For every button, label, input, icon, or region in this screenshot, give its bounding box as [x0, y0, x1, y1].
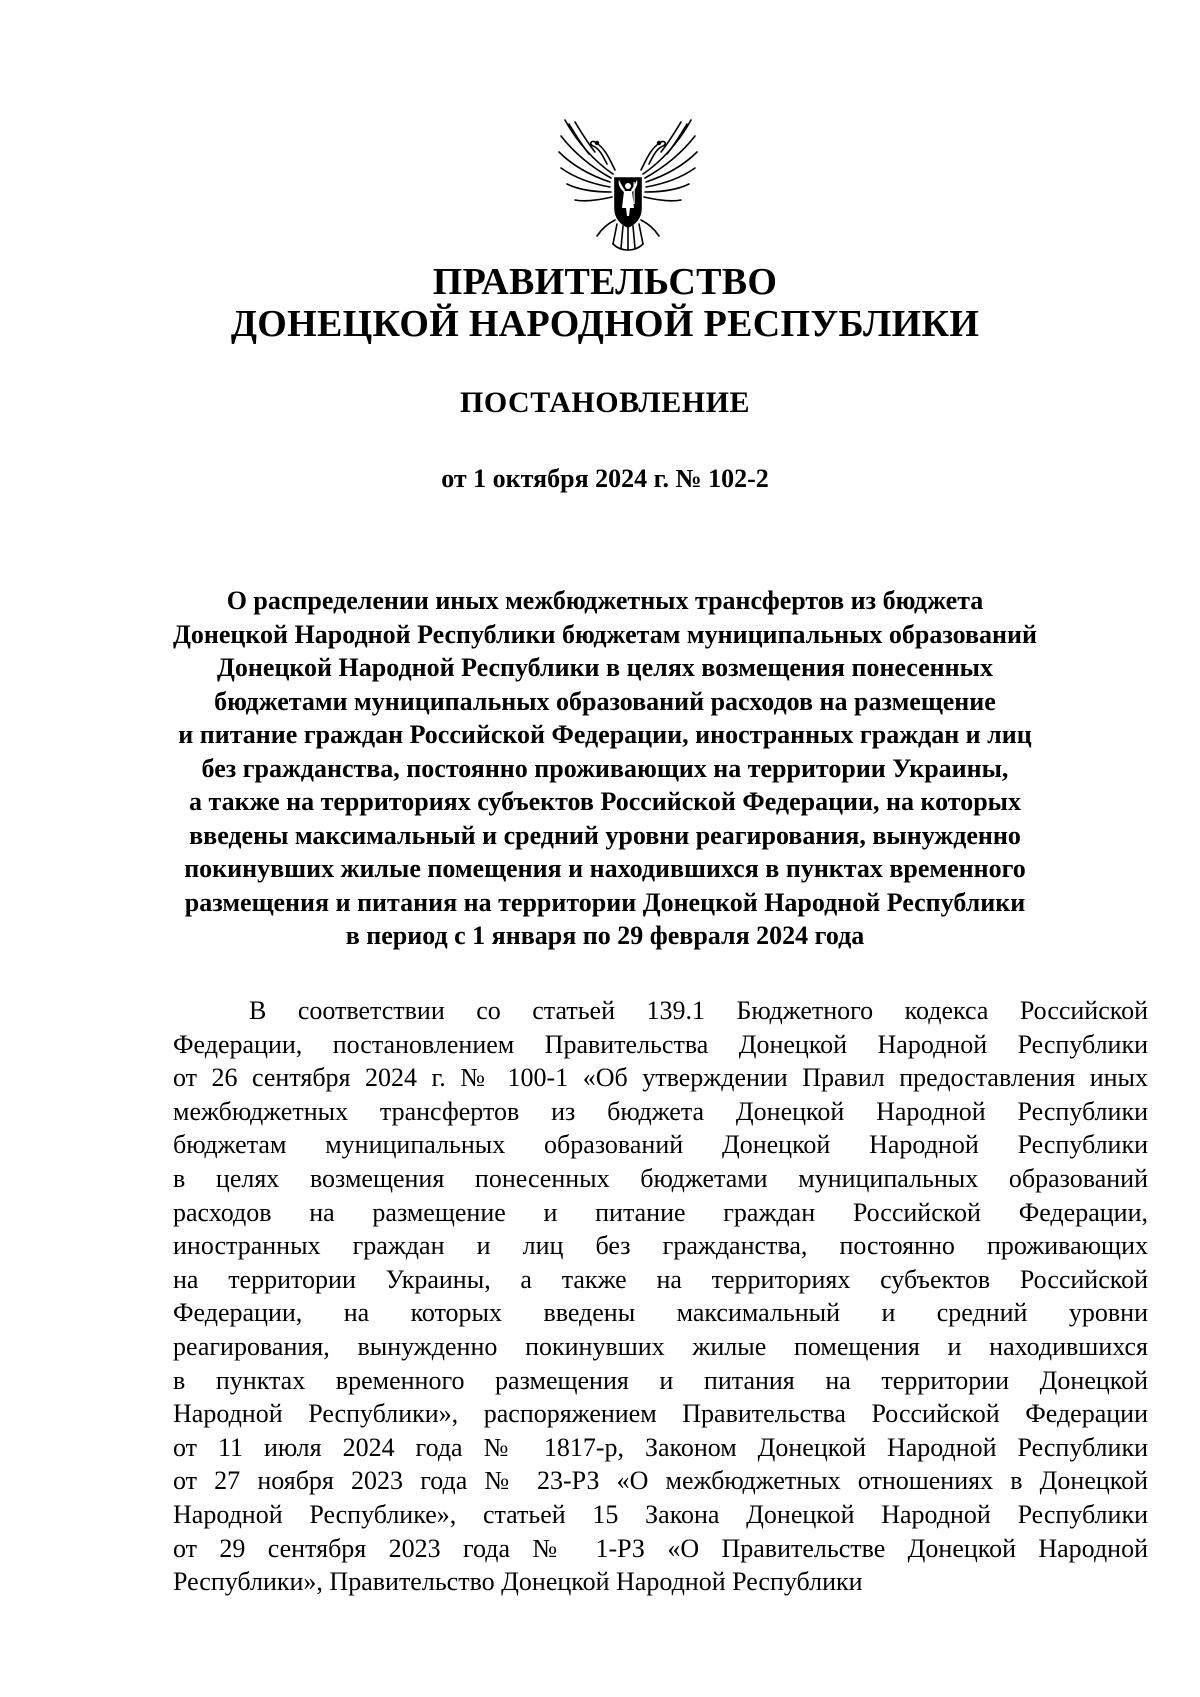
body-line: в пунктах временного размещения и питания на территории Донецкой: [173, 1365, 1148, 1395]
body-line: Народной Республики», распоряжением Правительства Российской Федерации: [173, 1399, 1148, 1429]
document-type-title: ПОСТАНОВЛЕНИЕ: [460, 386, 750, 419]
subject-line: введены максимальный и средний уровни реагирования, вынужденно: [189, 820, 1021, 850]
subject-line: бюджетами муниципальных образований расходов на размещение: [214, 686, 996, 716]
subject-line: в период с 1 января по 29 февраля 2024 года: [345, 921, 865, 950]
subject-line: Донецкой Народной Республики бюджетам муниципальных образований: [173, 619, 1037, 649]
body-line: Федерации, на которых введены максимальный и средний уровни: [173, 1298, 1148, 1328]
org-title-line-1: ПРАВИТЕЛЬСТВО: [432, 261, 778, 303]
body-line: расходов на размещение и питание граждан Российской Федерации,: [173, 1197, 1148, 1227]
document-date-number: от 1 октября 2024 г. № 102-2: [441, 464, 769, 493]
subject-line: Донецкой Народной Республики в целях возмещения понесенных: [217, 653, 993, 682]
org-title-line-2: ДОНЕЦКОЙ НАРОДНОЙ РЕСПУБЛИКИ: [230, 303, 980, 345]
body-line: от 29 сентября 2023 года № 1-РЗ «О Правительстве Донецкой Народной: [173, 1533, 1148, 1563]
body-line: Федерации, постановлением Правительства Донецкой Народной Республики: [173, 1029, 1148, 1059]
body-line: от 11 июля 2024 года № 1817-р, Законом Донецкой Народной Республики: [173, 1432, 1148, 1462]
subject-line: размещения и питания на территории Донецкой Народной Республики: [184, 887, 1026, 917]
body-line: от 27 ноября 2023 года № 23-РЗ «О межбюджетных отношениях в Донецкой: [173, 1466, 1148, 1496]
body-line: от 26 сентября 2024 г. № 100-1 «Об утверждении Правил предоставления иных: [173, 1063, 1148, 1093]
subject-line: О распределении иных межбюджетных трансфертов из бюджета: [226, 586, 984, 615]
subject-line: и питание граждан Российской Федерации, иностранных граждан и лиц: [178, 720, 1032, 749]
document-subject: [0, 584, 1200, 953]
body-line: реагирования, вынужденно покинувших жилые помещения и находившихся: [173, 1331, 1148, 1361]
body-line: на территории Украины, а также на территориях субъектов Российской: [173, 1264, 1148, 1294]
body-line: бюджетам муниципальных образований Донецкой Народной Республики: [173, 1130, 1148, 1160]
subject-line: а также на территориях субъектов Российской Федерации, на которых: [189, 787, 1021, 816]
body-line: Республики», Правительство Донецкой Народной Республики: [173, 1567, 863, 1597]
subject-line: покинувших жилые помещения и находившихся в пунктах временного: [184, 854, 1026, 883]
body-line: иностранных граждан и лиц без гражданства, постоянно проживающих: [173, 1231, 1148, 1261]
coat-of-arms-icon: [555, 112, 701, 260]
body-line: в целях возмещения понесенных бюджетами муниципальных образований: [173, 1163, 1148, 1193]
document-body: [173, 994, 1148, 1599]
body-line: межбюджетных трансфертов из бюджета Донецкой Народной Республики: [173, 1096, 1148, 1126]
body-line: В соответствии со статьей 139.1 Бюджетного кодекса Российской: [249, 996, 1148, 1025]
body-line: Народной Республике», статьей 15 Закона Донецкой Народной Республики: [173, 1499, 1148, 1529]
subject-line: без гражданства, постоянно проживающих на территории Украины,: [201, 753, 1009, 783]
